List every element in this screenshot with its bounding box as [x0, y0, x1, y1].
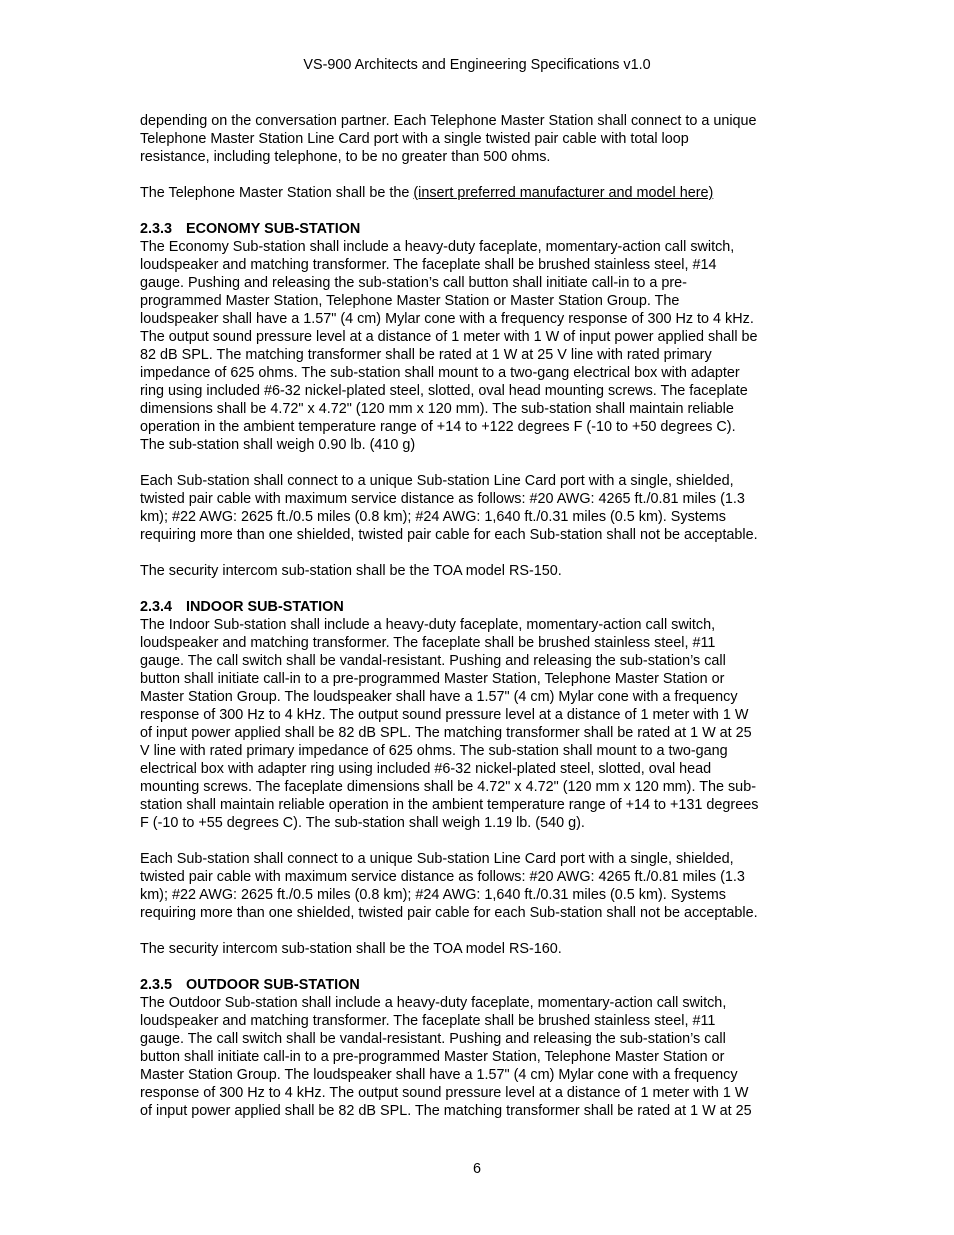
intro-paragraph: depending on the conversation partner. Each Telephone Master Station shall connect to a unique Telephone Master Station Line Card port with a single twisted pair cable with total loop resistance, including telephone, to be no greater than 500 ohms.: [140, 113, 757, 165]
section-title: INDOOR SUB-STATION: [186, 599, 344, 615]
section-number: 2.3.4: [140, 599, 173, 615]
section-title: OUTDOOR SUB-STATION: [186, 977, 360, 993]
manufacturer-text: The Telephone Master Station shall be the: [140, 185, 414, 201]
page-header: VS-900 Architects and Engineering Specifications v1.0: [303, 57, 651, 73]
indoor-model: The security intercom sub-station shall be the TOA model RS-160.: [140, 941, 562, 957]
manufacturer-placeholder: (insert preferred manufacturer and model here): [413, 185, 714, 201]
page-number: 6: [472, 1161, 481, 1177]
indoor-cable-spec: Each Sub-station shall connect to a unique Sub-station Line Card port with a single, shielded, twisted pair cable with maximum service distance as follows: #20 AWG: 4265 ft./0.81 miles (1.3 km); #22 AWG: 2625 ft./0.5 miles (0.8 km); #24 AWG: 1,640 ft./0.31 miles (0.5 km). Systems requiring more than one shielded, twisted pair cable for each Sub-station shall not be acceptable.: [140, 851, 758, 921]
section-heading-indoor: [140, 598, 820, 616]
outdoor-description: The Outdoor Sub-station shall include a heavy-duty faceplate, momentary-action call switch, loudspeaker and matching transformer. The faceplate shall be brushed stainless steel, #11 gauge. The call switch shall be vandal-resistant. Pushing and releasing the sub-station’s call button shall initiate call-in to a pre-programmed Master Station, Telephone Master Station or Master Station Group. The loudspeaker shall have a 1.57" (4 cm) Mylar cone with a frequency response of 300 Hz to 4 kHz. The output sound pressure level at a distance of 1 meter with 1 W of input power applied shall be 82 dB SPL. The matching transformer shall be rated at 1 W at 25: [140, 995, 752, 1119]
section-title: ECONOMY SUB-STATION: [186, 221, 361, 237]
section-number: 2.3.5: [140, 977, 173, 993]
economy-cable-spec: Each Sub-station shall connect to a unique Sub-station Line Card port with a single, shielded, twisted pair cable with maximum service distance as follows: #20 AWG: 4265 ft./0.81 miles (1.3 km); #22 AWG: 2625 ft./0.5 miles (0.8 km); #24 AWG: 1,640 ft./0.31 miles (0.5 km). Systems requiring more than one shielded, twisted pair cable for each Sub-station shall not be acceptable.: [140, 473, 758, 543]
section-heading-outdoor: [140, 976, 820, 994]
document-body: [140, 112, 820, 1120]
section-number: 2.3.3: [140, 221, 173, 237]
section-heading-economy: [140, 220, 820, 238]
economy-description: The Economy Sub-station shall include a heavy-duty faceplate, momentary-action call switch, loudspeaker and matching transformer. The faceplate shall be brushed stainless steel, #14 gauge. Pushing and releasing the sub-station’s call button shall initiate call-in to a pre- programmed Master Station, Telephone Master Station or Master Station Group. The loudspeaker shall have a 1.57" (4 cm) Mylar cone with a frequency response of 300 Hz to 4 kHz. The output sound pressure level at a distance of 1 meter with 1 W of input power applied shall be 82 dB SPL. The matching transformer shall be rated at 1 W at 25 V line with rated primary impedance of 625 ohms. The sub-station shall mount to a two-gang electrical box with adapter ring using included #6-32 nickel-plated steel, slotted, oval head mounting screws. The faceplate dimensions shall be 4.72" x 4.72" (120 mm x 120 mm). The sub-station shall maintain reliable operation in the ambient temperature range of +14 to +122 degrees F (-10 to +50 degrees C). The sub-station shall weigh 0.90 lb. (410 g): [140, 239, 758, 453]
indoor-description: The Indoor Sub-station shall include a heavy-duty faceplate, momentary-action call switch, loudspeaker and matching transformer. The faceplate shall be brushed stainless steel, #11 gauge. The call switch shall be vandal-resistant. Pushing and releasing the sub-station’s call button shall initiate call-in to a pre-programmed Master Station, Telephone Master Station or Master Station Group. The loudspeaker shall have a 1.57" (4 cm) Mylar cone with a frequency response of 300 Hz to 4 kHz. The output sound pressure level at a distance of 1 meter with 1 W of input power applied shall be 82 dB SPL. The matching transformer shall be rated at 1 W at 25 V line with rated primary impedance of 625 ohms. The sub-station shall mount to a two-gang electrical box with adapter ring using included #6-32 nickel-plated steel, slotted, oval head mounting screws. The faceplate dimensions shall be 4.72" x 4.72" (120 mm x 120 mm). The sub- station shall maintain reliable operation in the ambient temperature range of +14 to +131 degrees F (-10 to +55 degrees C). The sub-station shall weigh 1.19 lb. (540 g).: [140, 617, 759, 831]
manufacturer-paragraph: [140, 184, 820, 202]
economy-model: The security intercom sub-station shall be the TOA model RS-150.: [140, 563, 562, 579]
